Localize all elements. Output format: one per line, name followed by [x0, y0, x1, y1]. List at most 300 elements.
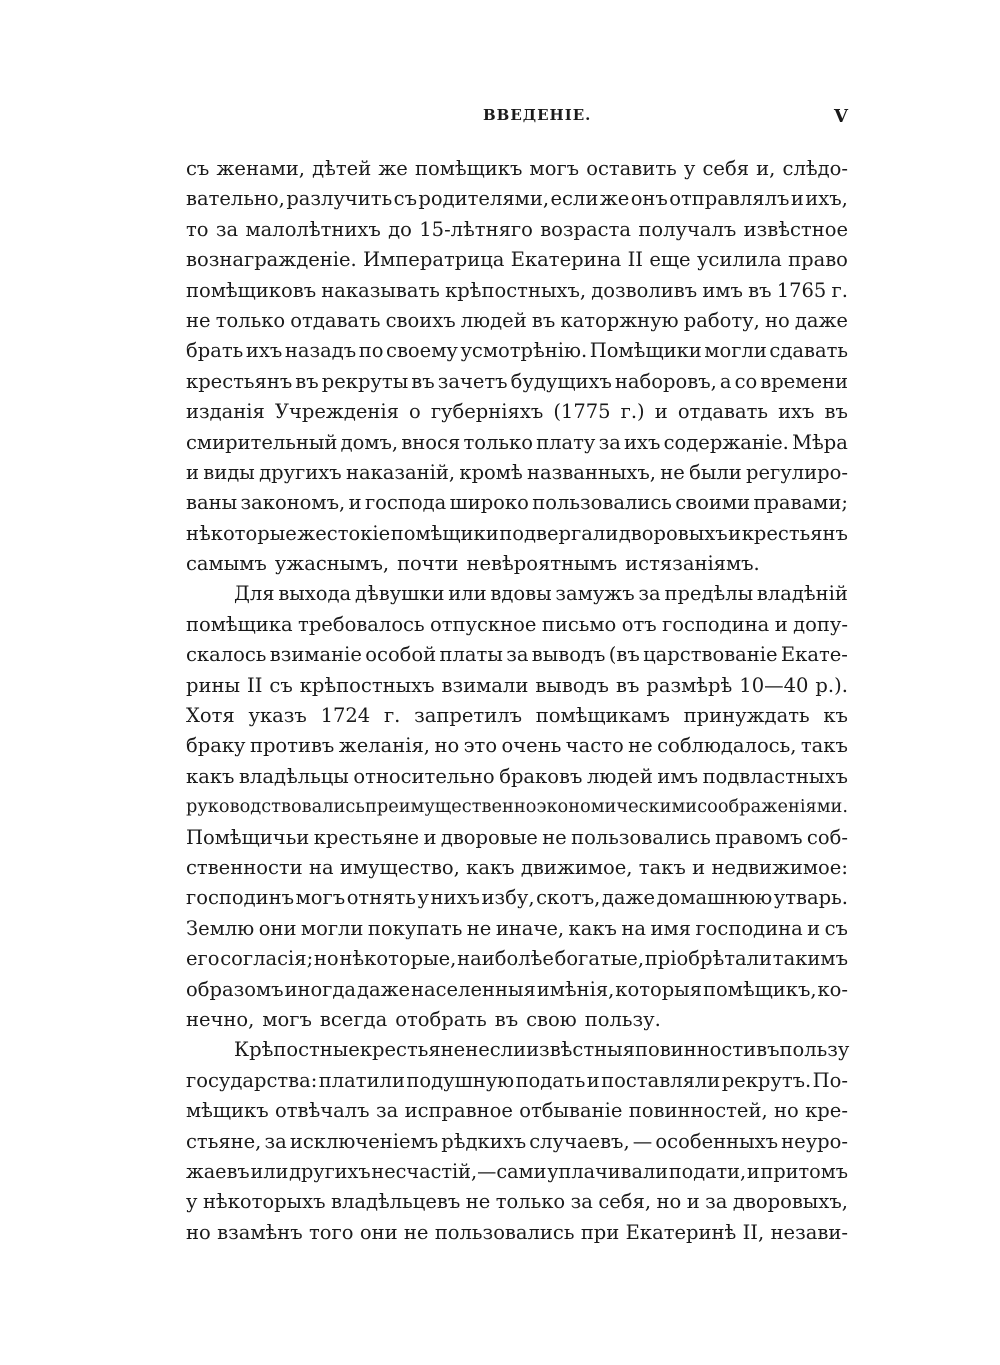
word: право — [788, 248, 848, 272]
word: слѣдо- — [782, 157, 848, 180]
word: желанія, — [338, 734, 431, 758]
text-line — [186, 549, 848, 579]
word: ко- — [817, 977, 848, 1001]
word: назадъ — [284, 339, 357, 363]
word: родителями, — [418, 187, 550, 211]
word: и — [728, 521, 742, 545]
word: такъ — [638, 855, 686, 879]
word: могъ — [295, 886, 346, 910]
text-line — [186, 519, 848, 549]
word: въ — [295, 369, 319, 393]
word: 10—40 — [739, 673, 809, 697]
word: правами; — [753, 491, 848, 515]
word: съ — [393, 187, 417, 211]
word: отъ — [621, 612, 657, 636]
word: скалось — [186, 643, 267, 667]
word: о — [409, 400, 421, 424]
word: онъ — [630, 187, 668, 211]
word: и — [746, 1159, 760, 1183]
word: того — [309, 1220, 354, 1244]
word: рѣдкихъ — [441, 1129, 527, 1153]
word: отдавать — [290, 308, 381, 332]
text-line — [186, 428, 848, 458]
word: сдавать — [769, 339, 848, 363]
word: за — [215, 217, 239, 241]
word: стьяне, — [186, 1129, 262, 1153]
word: — — [632, 1129, 653, 1153]
word: наборовъ, — [614, 369, 717, 393]
word: повинностей, — [628, 1099, 768, 1123]
word: соблюдалось, — [657, 734, 797, 758]
text-line — [186, 1187, 848, 1217]
word: не — [628, 734, 653, 758]
word: за — [264, 1129, 287, 1153]
word: помѣщика — [186, 612, 293, 636]
word: государства: — [186, 1068, 318, 1092]
text-line — [186, 1096, 848, 1126]
word: выводъ — [535, 673, 609, 697]
word: за — [705, 1190, 728, 1214]
word: имъ — [702, 278, 743, 302]
word: оставить — [586, 157, 677, 180]
text-line — [186, 731, 848, 761]
word: или — [448, 582, 487, 606]
word: кре- — [805, 1099, 848, 1123]
word: владѣльцы — [238, 764, 349, 788]
word: образомъ — [186, 977, 284, 1001]
word: въ — [756, 1038, 780, 1062]
page-number: V — [834, 106, 848, 127]
word: скотъ, — [536, 886, 601, 910]
word: соображеніями. — [697, 797, 848, 818]
word: съ — [186, 157, 210, 180]
word: покупать — [367, 916, 463, 940]
word: взимали — [441, 673, 529, 697]
word: въ — [824, 400, 848, 424]
word: дѣвушки — [354, 582, 445, 606]
word: только — [463, 430, 533, 454]
text-line — [186, 701, 848, 731]
word: г. — [831, 278, 848, 302]
paragraph — [186, 1035, 848, 1248]
word: съ — [269, 673, 293, 697]
word: Императрица — [363, 248, 505, 272]
word: людей — [586, 764, 653, 788]
word: только — [215, 308, 286, 332]
word: помѣщики — [390, 521, 499, 545]
word: усмотрѣнію. — [460, 339, 588, 363]
word: недвижимое: — [711, 855, 848, 879]
word: свою — [526, 1007, 577, 1031]
word: повинности — [634, 1038, 757, 1062]
word: отвѣчалъ — [275, 1099, 370, 1123]
word: внося — [401, 430, 461, 454]
word: крѣпостныхъ, — [445, 278, 587, 302]
word: но — [313, 947, 339, 971]
word: домъ, — [340, 430, 399, 454]
word: браковъ — [499, 764, 583, 788]
word: и — [348, 491, 362, 515]
word: часто — [565, 734, 624, 758]
word: времени — [760, 369, 848, 393]
word: въ — [531, 308, 556, 332]
text-line — [186, 276, 848, 306]
text-line — [186, 579, 848, 609]
word: владѣній — [756, 582, 848, 606]
word: въ — [411, 369, 435, 393]
word: невѣроятнымъ — [466, 552, 618, 576]
word: могъ — [529, 157, 580, 180]
word: имущество, — [339, 855, 460, 879]
word: имя — [650, 916, 691, 940]
word: на — [308, 855, 334, 879]
word: притомъ — [760, 1159, 848, 1183]
word: всегда — [319, 1007, 388, 1031]
word: иначе, — [495, 916, 565, 940]
word: людей — [460, 308, 527, 332]
word: рекрутъ. — [721, 1068, 812, 1092]
word: и — [654, 400, 668, 424]
word: а — [719, 369, 732, 393]
word: отправлялъ — [669, 187, 790, 211]
word: ихъ — [778, 400, 815, 424]
word: крестьянъ — [741, 521, 848, 545]
word: и — [692, 855, 706, 879]
text-line — [186, 1218, 848, 1248]
word: не — [466, 916, 492, 940]
text-line — [186, 914, 848, 944]
text-line — [186, 1157, 848, 1187]
word: дворовыхъ — [618, 521, 728, 545]
word: пріобрѣтали — [644, 947, 773, 971]
word: они — [359, 1220, 398, 1244]
word: каторжную — [560, 308, 679, 332]
word: помѣщикъ — [415, 157, 523, 180]
word: помѣщиковъ — [186, 278, 317, 302]
word: но — [434, 734, 460, 758]
word: противъ — [249, 734, 335, 758]
word: преимущественно — [365, 797, 537, 818]
word: подвластныхъ — [702, 764, 848, 788]
word: размѣрѣ — [646, 673, 733, 697]
word: правомъ — [715, 825, 803, 849]
word: кромѣ — [459, 460, 523, 484]
word: исключеніемъ — [289, 1129, 439, 1153]
word: въ — [494, 1007, 519, 1031]
word: (1775 — [553, 400, 611, 424]
word: не — [403, 1220, 429, 1244]
word: выхода — [278, 582, 352, 606]
word: нѣкоторые — [186, 521, 297, 545]
word: же — [378, 157, 408, 180]
word: мѣщикъ — [186, 1099, 269, 1123]
word: они — [258, 916, 297, 940]
word: у — [683, 157, 696, 180]
word: виды — [203, 460, 255, 484]
word: будущихъ — [510, 369, 612, 393]
word: дозволивъ — [591, 278, 698, 302]
text-line — [186, 823, 848, 853]
word: у — [417, 886, 429, 910]
word: указъ — [248, 704, 307, 728]
word: г. — [383, 704, 401, 728]
word: II — [247, 673, 263, 697]
word: за — [638, 582, 661, 606]
word: предѣлы — [664, 582, 754, 606]
word: и — [423, 825, 437, 849]
text-line — [186, 883, 848, 913]
word: закономъ, — [240, 491, 346, 515]
word: Помѣщики — [589, 339, 702, 363]
text-line — [186, 458, 848, 488]
word: пользовались — [532, 491, 672, 515]
word: особой — [365, 643, 437, 667]
word: ихъ, — [805, 187, 848, 211]
word: зачетъ — [437, 369, 508, 393]
word: подвергали — [499, 521, 619, 545]
word: имъ — [657, 764, 698, 788]
word: Для — [234, 582, 275, 606]
word: господина — [662, 612, 770, 636]
word: брать — [186, 339, 244, 363]
word: могли — [704, 339, 767, 363]
paragraph — [186, 579, 848, 1035]
word: извѣстное — [743, 217, 848, 241]
word: за — [598, 430, 621, 454]
word: и — [186, 460, 199, 484]
text-line — [186, 397, 848, 427]
word: регулиро- — [746, 460, 848, 484]
text-line — [186, 853, 848, 883]
word: По- — [812, 1068, 848, 1092]
word: наиболѣе — [457, 947, 554, 971]
word: своему — [386, 339, 458, 363]
word: малолѣтнихъ — [245, 217, 381, 241]
word: у — [186, 1190, 198, 1214]
word: II, — [742, 1220, 765, 1244]
word: такъ — [800, 734, 848, 758]
word: нихъ — [430, 886, 480, 910]
word: то — [186, 217, 209, 241]
word: его — [186, 947, 220, 971]
word: извѣстныя — [526, 1038, 635, 1062]
word: дѣтей — [312, 157, 372, 180]
word: истязаніямъ. — [625, 552, 760, 576]
word: согласія; — [220, 947, 314, 971]
word: не — [542, 825, 567, 849]
word: со — [734, 369, 758, 393]
text-line — [186, 792, 848, 822]
word: въ — [748, 278, 772, 302]
word: къ — [823, 704, 848, 728]
word: содержаніе. — [663, 430, 789, 454]
word: неуро- — [781, 1129, 848, 1153]
word: поставляли — [601, 1068, 721, 1092]
word: Крѣпостные — [234, 1038, 360, 1062]
word: были — [689, 460, 742, 484]
word: въ — [615, 673, 640, 697]
word: ихъ — [245, 339, 283, 363]
word: плату — [536, 430, 596, 454]
text-line — [186, 245, 848, 275]
word: жаевъ — [186, 1159, 250, 1183]
word: дворовые — [440, 825, 538, 849]
text-line — [186, 488, 848, 518]
word: вдовы — [490, 582, 552, 606]
word: населенныя — [410, 977, 536, 1001]
word: даже — [601, 886, 656, 910]
word: ственности — [186, 855, 303, 879]
text-line — [186, 610, 848, 640]
word: незави- — [770, 1220, 848, 1244]
word: браку — [186, 734, 246, 758]
word: подати, — [668, 1159, 747, 1183]
text-line — [186, 1127, 848, 1157]
word: относительно — [353, 764, 495, 788]
text-line — [186, 1005, 848, 1035]
word: подать — [515, 1068, 586, 1092]
word: отпускное — [430, 612, 537, 636]
word: которыя — [615, 977, 703, 1001]
word: наказывать — [321, 278, 440, 302]
word: на — [621, 916, 647, 940]
word: отбываніе — [519, 1099, 623, 1123]
word: рины — [186, 673, 240, 697]
text-line — [186, 1035, 848, 1065]
word: своими — [675, 491, 751, 515]
word: утварь. — [773, 886, 848, 910]
word: не — [465, 1190, 491, 1214]
word: вознагражденіе. — [186, 248, 357, 272]
word: отобрать — [395, 1007, 487, 1031]
word: и — [807, 916, 821, 940]
word: другихъ — [289, 1159, 371, 1183]
word: допу- — [793, 612, 848, 636]
word: и — [790, 187, 804, 211]
word: не — [186, 308, 211, 332]
word: своихъ — [385, 308, 456, 332]
word: случаевъ, — [529, 1129, 630, 1153]
word: но — [764, 308, 790, 332]
word: пользовались — [434, 1220, 575, 1244]
word: избу, — [481, 886, 535, 910]
word: господина — [695, 916, 803, 940]
word: могли — [300, 916, 364, 940]
word: экономическими — [536, 797, 698, 818]
running-head — [0, 104, 1000, 134]
word: выводъ — [531, 643, 606, 667]
word: но — [186, 1220, 211, 1244]
word: подушную — [406, 1068, 515, 1092]
word: себя, — [598, 1190, 652, 1214]
word: несли — [465, 1038, 527, 1062]
word: не — [660, 460, 685, 484]
word: изданія — [186, 400, 265, 424]
word: но — [774, 1099, 799, 1123]
word: (въ — [608, 643, 640, 667]
word: съ — [824, 916, 848, 940]
word: нечно, — [186, 1007, 255, 1031]
word: женами, — [216, 157, 305, 180]
word: за — [375, 1099, 399, 1123]
word: владѣльцевъ — [331, 1190, 461, 1214]
text-line — [186, 367, 848, 397]
word: пользу. — [584, 1007, 661, 1031]
word: имѣнія, — [536, 977, 615, 1001]
word: взамѣнъ — [217, 1220, 303, 1244]
word: помѣщикамъ — [535, 704, 670, 728]
word: помѣщикъ, — [702, 977, 817, 1001]
word: крестьянъ — [186, 369, 293, 393]
word: другихъ — [259, 460, 342, 484]
text-line — [186, 306, 848, 336]
word: замужъ — [555, 582, 635, 606]
running-title: ВВЕДЕНІЕ. — [483, 106, 592, 124]
word: Помѣщичьи — [186, 825, 310, 849]
word: и — [686, 1190, 700, 1214]
word: широко — [449, 491, 529, 515]
word: 15-лѣтняго — [419, 217, 533, 241]
word: р.). — [815, 673, 848, 697]
word: несчастій,—сами — [371, 1159, 547, 1183]
word: смирительный — [186, 430, 338, 454]
word: требовалось — [298, 612, 425, 636]
word: движимое, — [520, 855, 633, 879]
word: 1724 — [320, 704, 371, 728]
word: но — [656, 1190, 682, 1214]
word: уплачивали — [547, 1159, 669, 1183]
word: рекруты — [321, 369, 409, 393]
word: крестьяне — [359, 1038, 466, 1062]
text-line — [186, 640, 848, 670]
word: пользовались — [571, 825, 711, 849]
word: очень — [501, 734, 562, 758]
word: письмо — [541, 612, 617, 636]
word: ужаснымъ, — [274, 552, 390, 576]
word: пользу — [779, 1038, 850, 1062]
word: соб- — [806, 825, 848, 849]
word: какъ — [466, 855, 515, 879]
word: Учрежденія — [274, 400, 399, 424]
word: и, — [756, 157, 776, 180]
word: ваны — [186, 491, 238, 515]
word: или — [250, 1159, 289, 1183]
text-line — [186, 671, 848, 701]
word: такимъ — [772, 947, 848, 971]
word: и — [586, 1068, 600, 1092]
word: Хотя — [186, 704, 235, 728]
word: богатые, — [554, 947, 645, 971]
word: до — [388, 217, 412, 241]
word: Мѣра — [792, 430, 848, 454]
word: и — [774, 612, 788, 636]
word: господинъ — [186, 886, 295, 910]
word: взиманіе — [269, 643, 362, 667]
word: принуждать — [683, 704, 810, 728]
word: нѣкоторые, — [339, 947, 457, 971]
word: дворовыхъ, — [732, 1190, 848, 1214]
text-line — [186, 975, 848, 1005]
word: себя — [702, 157, 750, 180]
word: платы — [439, 643, 503, 667]
word: возраста — [540, 217, 631, 241]
word: за — [506, 643, 529, 667]
word: могъ — [262, 1007, 312, 1031]
word: получалъ — [638, 217, 737, 241]
word: губерніяхъ — [430, 400, 544, 424]
word: царствованіе — [643, 643, 778, 667]
word: запретилъ — [414, 704, 522, 728]
